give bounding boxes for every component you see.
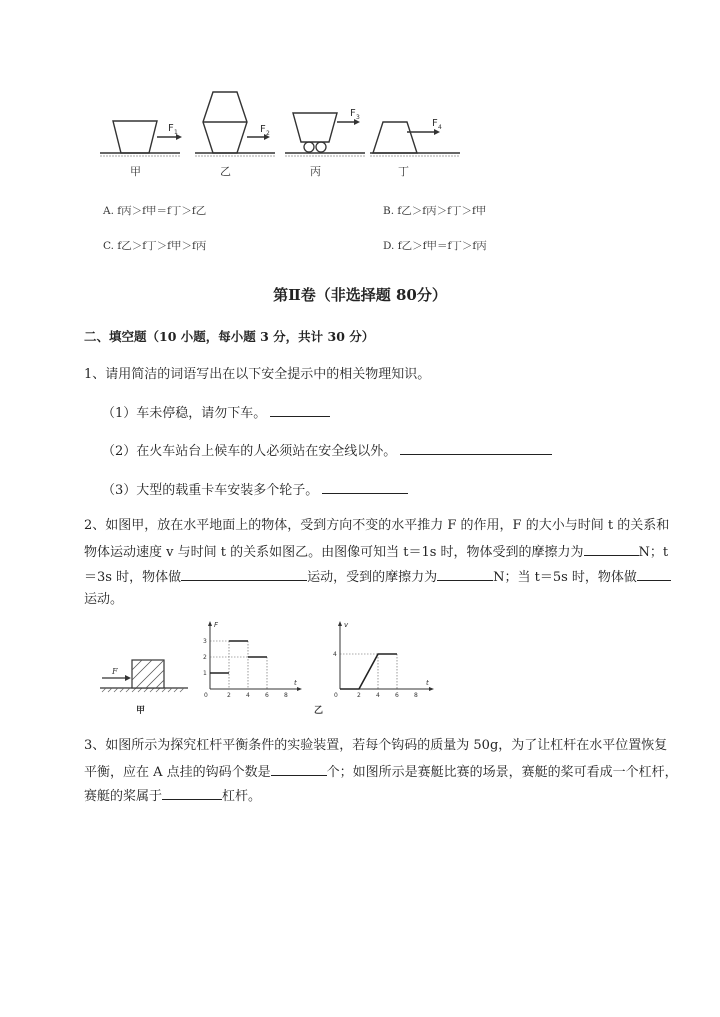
part2-title: 第Ⅱ卷（非选择题 80分） — [273, 286, 447, 304]
option-c-text: C. f乙＞f丁＞f甲＞f丙 — [103, 240, 207, 252]
q1-item-1-text: （1）车未停稳，请勿下车。 — [102, 406, 267, 421]
svg-text:4: 4 — [376, 692, 380, 699]
q2-line-3-a: ＝3s 时，物体做 — [84, 570, 182, 585]
option-d[interactable] — [383, 238, 487, 253]
q1-item-2-text: （2）在火车站台上候车的人必须站在安全线以外。 — [102, 444, 397, 459]
svg-text:2: 2 — [203, 654, 207, 661]
svg-text:0: 0 — [334, 692, 338, 699]
q2-answer-motion-t3[interactable] — [181, 568, 307, 581]
q2-label-jia: 甲 — [136, 706, 146, 716]
svg-text:1: 1 — [174, 129, 178, 136]
q3-line-3 — [84, 787, 261, 805]
svg-text:F: F — [214, 621, 219, 629]
q2-answer-friction-t3[interactable] — [437, 568, 493, 581]
q2-chart-force-time — [196, 617, 306, 699]
q2-line-4: 运动。 — [84, 592, 124, 607]
q2-line-2-a: 物体运动速度 v 与时间 t 的关系如图乙。由图像可知当 t＝1s 时，物体受到的摩擦力为 — [84, 545, 584, 560]
velocity-time-chart — [326, 617, 442, 699]
svg-text:3: 3 — [203, 638, 207, 645]
svg-text:t: t — [294, 679, 297, 687]
option-d-text: D. f乙＞f甲＝f丁＞f丙 — [383, 240, 487, 252]
svg-text:6: 6 — [265, 692, 269, 699]
q1-item-1 — [102, 404, 330, 422]
svg-text:2: 2 — [357, 692, 361, 699]
q1-answer-1[interactable] — [270, 404, 330, 417]
svg-text:8: 8 — [284, 692, 288, 699]
q2-label-yi: 乙 — [314, 706, 324, 716]
q2-line-3 — [84, 568, 671, 586]
q3-answer-lever-type[interactable] — [162, 787, 222, 800]
svg-text:2: 2 — [227, 692, 231, 699]
q1-item-2 — [102, 442, 552, 460]
svg-text:0: 0 — [204, 692, 208, 699]
section-heading: 二、填空题（10 小题，每小题 3 分，共计 30 分） — [84, 329, 375, 344]
svg-text:2: 2 — [266, 130, 270, 137]
force-time-chart — [196, 617, 306, 699]
svg-text:6: 6 — [395, 692, 399, 699]
svg-text:F: F — [432, 118, 438, 129]
q2-line-2-b: N；t — [638, 545, 669, 560]
q2-line-1: 2、如图甲，放在水平地面上的物体，受到方向不变的水平推力 F 的作用，F 的大小与时间 t 的关系和 — [84, 518, 670, 533]
svg-text:v: v — [344, 621, 349, 629]
q2-line-3-c: N；当 t＝5s 时，物体做 — [493, 570, 637, 585]
q3-line-2-b: 个；如图所示是赛艇比赛的场景，赛艇的桨可看成一个杠杆， — [326, 765, 678, 780]
q2-answer-friction-t1[interactable] — [584, 543, 639, 556]
svg-text:1: 1 — [203, 670, 207, 677]
svg-text:4: 4 — [438, 124, 442, 131]
q1-item-3 — [102, 481, 408, 499]
option-b-text: B. f乙＞f丙＞f丁＞f甲 — [383, 205, 487, 217]
svg-text:F: F — [350, 108, 356, 119]
objects-diagram — [100, 86, 480, 181]
friction-objects-figure — [100, 86, 480, 181]
option-b[interactable] — [383, 203, 486, 218]
q3-answer-hook-count[interactable] — [271, 763, 327, 776]
q2-figure-jia — [100, 650, 190, 710]
q3-line-3-a: 赛艇的桨属于 — [84, 789, 163, 804]
option-a-text: A. f丙＞f甲＝f丁＞f乙 — [103, 205, 207, 217]
q3-line-1: 3、如图所示为探究杠杆平衡条件的实验装置，若每个钩码的质量为 50g，为了让杠杆在水平位置恢复 — [84, 738, 668, 753]
option-a[interactable] — [103, 203, 206, 218]
option-c[interactable] — [103, 238, 206, 253]
q2-chart-velocity-time — [326, 617, 442, 699]
q1-answer-2[interactable] — [400, 442, 552, 455]
q3-line-2 — [84, 763, 678, 781]
q1-stem: 1、请用简洁的词语写出在以下安全提示中的相关物理知识。 — [84, 367, 431, 382]
svg-text:4: 4 — [246, 692, 250, 699]
svg-text:8: 8 — [414, 692, 418, 699]
q2-answer-motion-t5[interactable] — [637, 568, 671, 581]
svg-text:4: 4 — [333, 651, 337, 658]
q2-line-3-b: 运动，受到的摩擦力为 — [307, 570, 438, 585]
svg-text:3: 3 — [356, 114, 360, 121]
svg-text:F: F — [168, 123, 174, 134]
pushed-block-diagram — [100, 650, 190, 710]
svg-text:F: F — [260, 124, 266, 135]
q3-line-3-b: 杠杆。 — [222, 789, 262, 804]
q3-line-2-a: 平衡，应在 A 点挂的钩码个数是 — [84, 765, 271, 780]
label-jia: 甲 — [130, 165, 141, 178]
q1-item-3-text: （3）大型的载重卡车安装多个轮子。 — [102, 483, 319, 498]
label-bing: 丙 — [310, 165, 321, 178]
svg-text:F: F — [112, 667, 118, 676]
q1-answer-3[interactable] — [322, 481, 408, 494]
q2-line-2 — [84, 543, 668, 561]
label-yi: 乙 — [220, 165, 231, 178]
label-ding: 丁 — [398, 165, 409, 178]
svg-text:t: t — [426, 679, 429, 687]
